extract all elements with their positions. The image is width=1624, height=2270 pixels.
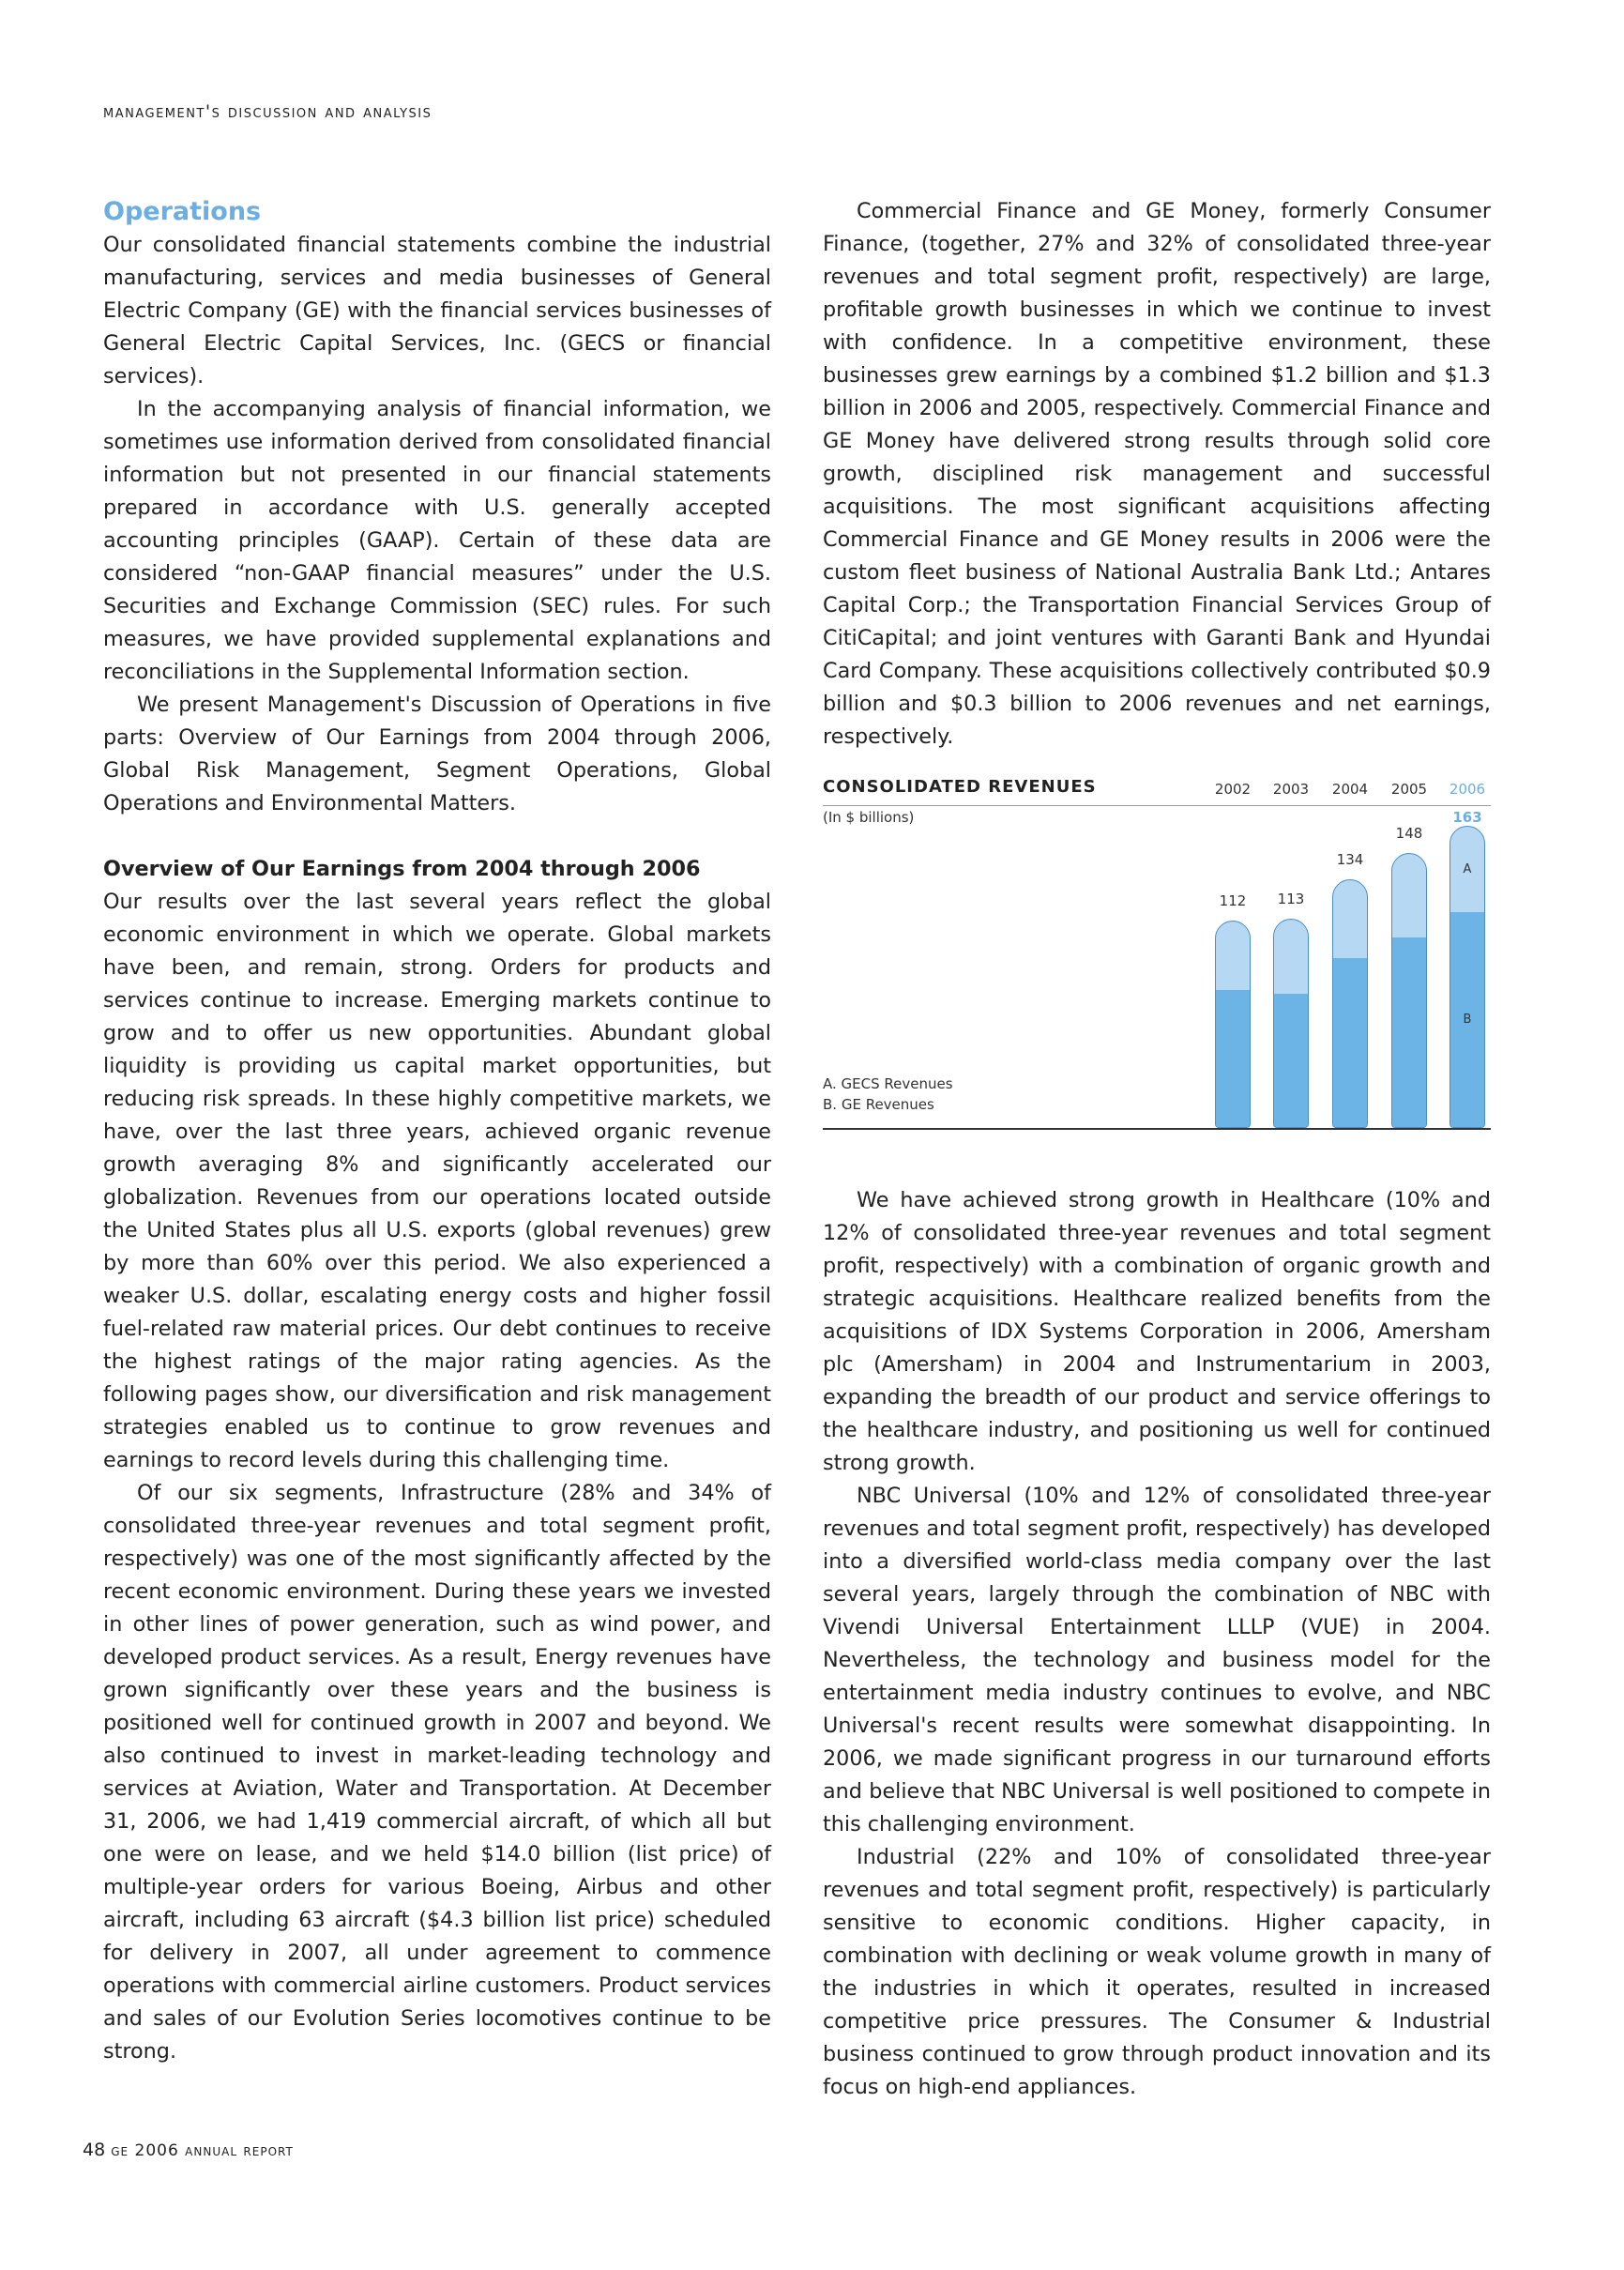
chart-unit: (In $ billions)	[823, 809, 915, 826]
bar-value-2003: 113	[1277, 891, 1305, 907]
paragraph: We have achieved strong growth in Healthcare (10% and 12% of consolidated three-year revenues and total segment profit, respectively) with a combination of organic growth and strategic acquisitions. Healthcare realized benefits from the acquisitions of IDX Systems Corporation in 2006, Amersham plc (Amersham) in 2004 and Instrumentarium in 2003, expanding the breadth of our product and service offerings to the healthcare industry, and positioning us well for continued strong growth.	[823, 1188, 1491, 1475]
paragraph: We present Management's Discussion of Operations in five parts: Overview of Our Earnings from 2004 through 2006, Global Risk Management, Segment Operations, Global Operations and Environmental Matters.	[103, 693, 771, 815]
year-label-2003: 2003	[1272, 781, 1310, 798]
chart-title: CONSOLIDATED REVENUES	[823, 777, 1097, 797]
legend-ge: B. GE Revenues	[823, 1096, 934, 1113]
bar-value-2002: 112	[1219, 892, 1247, 909]
segment-letter-a: A	[1463, 862, 1472, 876]
operations-title: Operations	[103, 197, 262, 226]
page-number: 48	[83, 2140, 106, 2160]
paragraph: Commercial Finance and GE Money, formerly Consumer Finance, (together, 27% and 32% of consolidated three-year revenues and total segment profit, respectively) are large, profitable growth businesses in which we continue to invest with confidence. In a competitive environment, these businesses grew earnings by a combined $1.2 billion and $1.3 billion in 2006 and 2005, respectively. Commercial Finance and GE Money have delivered strong results through solid core growth, disciplined risk management and successful acquisitions. The most significant acquisitions affecting Commercial Finance and GE Money results in 2006 were the custom fleet business of National Australia Bank Ltd.; Antares Capital Corp.; the Transportation Financial Services Group of CitiCapital; and joint ventures with Garanti Bank and Hyundai Card Company. These acquisitions collectively contributed $0.9 billion and $0.3 billion to 2006 revenues and net earnings, respectively.	[823, 199, 1491, 749]
bar-value-2004: 134	[1336, 851, 1364, 868]
bar-segment-ge-2003	[1274, 994, 1308, 1127]
chart-top-rule	[823, 805, 1491, 806]
footer-label: ge 2006 annual report	[111, 2141, 294, 2160]
right-column-top	[823, 195, 1491, 754]
year-label-2002: 2002	[1214, 781, 1252, 798]
chart-baseline	[823, 1128, 1491, 1130]
paragraph: Our results over the last several years reflect the global economic environment in which we operate. Global markets have been, and remain, strong. Orders for products and services continue to increase. Emerging markets continue to grow and to offer us new opportunities. Abundant global liquidity is providing us capital market opportunities, but reducing risk spreads. In these highly competitive markets, we have, over the last three years, achieved organic revenue growth averaging 8% and significantly accelerated our globalization. Revenues from our operations located outside the United States plus all U.S. exports (global revenues) grew by more than 60% over this period. We also experienced a weaker U.S. dollar, escalating energy costs and higher fossil fuel-related raw material prices. Our debt continues to receive the highest ratings of the major rating agencies. As the following pages show, our diversification and risk management strategies enabled us to continue to grow revenues and earnings to record levels during this challenging time.	[103, 890, 771, 1472]
bar-2004	[1332, 879, 1368, 1128]
bar-segment-ge-2002	[1216, 990, 1250, 1127]
year-label-2006: 2006	[1449, 781, 1486, 798]
paragraph: In the accompanying analysis of financial information, we sometimes use information derived from consolidated financial information but not presented in our financial statements prepared in accordance with U.S. generally accepted accounting principles (GAAP). Certain of these data are considered “non-GAAP financial measures” under the U.S. Securities and Exchange Commission (SEC) rules. For such measures, we have provided supplemental explanations and reconciliations in the Supplemental Information section.	[103, 397, 771, 684]
paragraph: NBC Universal (10% and 12% of consolidated three-year revenues and total segment profit, respectively) has developed into a diversified world-class media company over the last several years, largely through the combination of NBC with Vivendi Universal Entertainment LLLP (VUE) in 2004. Nevertheless, the technology and business model for the entertainment media industry continues to evolve, and NBC Universal's recent results were somewhat disappointing. In 2006, we made significant progress in our turnaround efforts and believe that NBC Universal is well positioned to compete in this challenging environment.	[823, 1484, 1491, 1836]
consolidated-revenues-chart	[823, 777, 1491, 1134]
bar-value-2005: 148	[1395, 825, 1423, 842]
page-footer	[83, 2140, 294, 2160]
section-header: management's discussion and analysis	[103, 101, 433, 122]
bar-segment-ge-2005	[1392, 937, 1426, 1127]
bar-2002	[1215, 921, 1251, 1128]
segment-letter-b: B	[1463, 1013, 1472, 1027]
paragraph: Our consolidated financial statements combine the industrial manufacturing, services and media businesses of General Electric Company (GE) with the financial services businesses of General Electric Capital Services, Inc. (GECS or financial services).	[103, 233, 771, 388]
right-column-bottom	[823, 1184, 1491, 2104]
bar-segment-ge-2004	[1333, 958, 1367, 1127]
bar-2005	[1391, 853, 1427, 1128]
bar-2003	[1273, 919, 1309, 1128]
year-label-2004: 2004	[1331, 781, 1369, 798]
year-label-2005: 2005	[1390, 781, 1428, 798]
legend-gecs: A. GECS Revenues	[823, 1075, 953, 1092]
paragraph: Of our six segments, Infrastructure (28% and 34% of consolidated three-year revenues and total segment profit, respectively) was one of the most significantly affected by the recent economic environment. During these years we invested in other lines of power generation, such as wind power, and developed product services. As a result, Energy revenues have grown significantly over these years and the business is positioned well for continued growth in 2007 and beyond. We also continued to invest in market-leading technology and services at Aviation, Water and Transportation. At December 31, 2006, we had 1,419 commercial aircraft, of which all but one were on lease, and we held $14.0 billion (list price) of multiple-year orders for various Boeing, Airbus and other aircraft, including 63 aircraft ($4.3 billion list price) scheduled for delivery in 2007, all under agreement to commence operations with commercial airline customers. Product services and sales of our Evolution Series locomotives continue to be strong.	[103, 1481, 771, 2064]
overview-subtitle: Overview of Our Earnings from 2004 through 2006	[103, 857, 701, 881]
left-column	[103, 195, 771, 2068]
bar-value-2006: 163	[1452, 809, 1482, 826]
paragraph: Industrial (22% and 10% of consolidated three-year revenues and total segment profit, respectively) is particularly sensitive to economic conditions. Higher capacity, in combination with declining or weak volume growth in many of the industries in which it operates, resulted in increased competitive price pressures. The Consumer & Industrial business continued to grow through product innovation and its focus on high-end appliances.	[823, 1845, 1491, 2099]
